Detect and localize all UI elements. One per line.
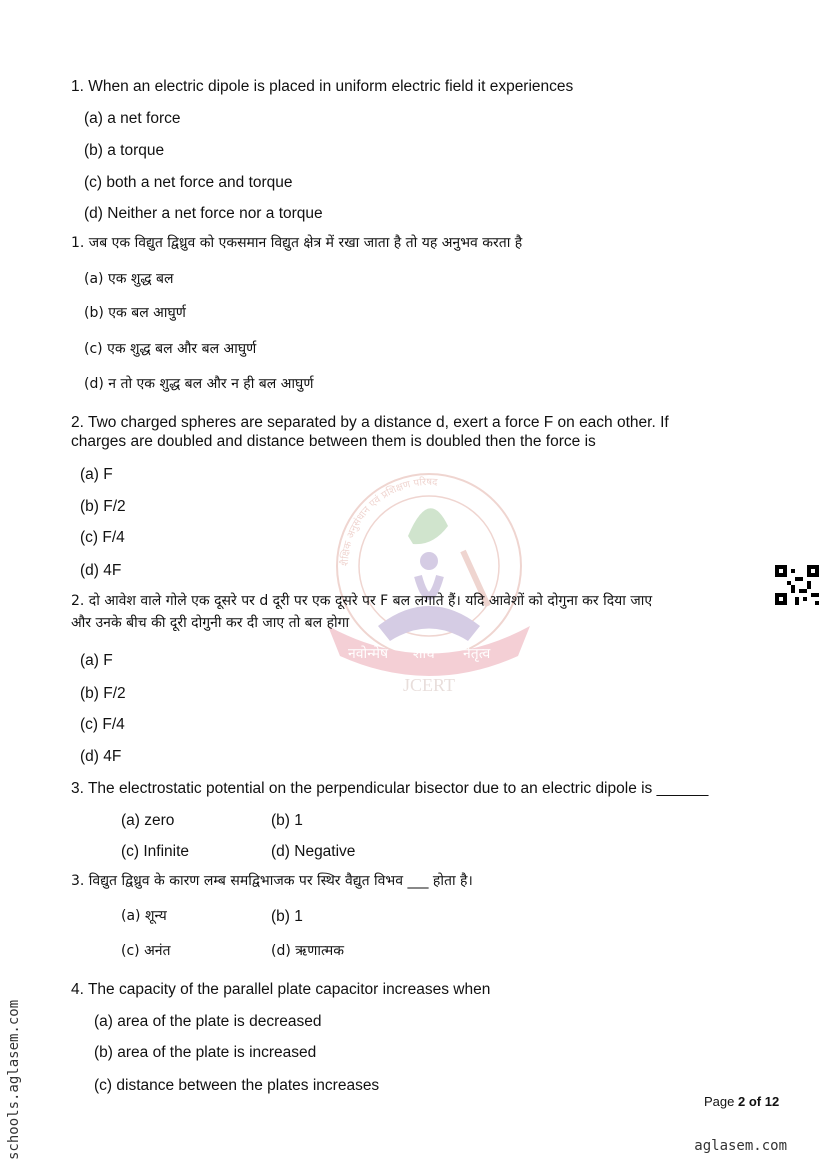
watermark-org: JCERT <box>403 675 455 695</box>
q3-en-option-b: (b) 1 <box>271 812 303 829</box>
q1-en-option-c: (c) both a net force and torque <box>84 174 293 191</box>
q3-hi-option-a: (a) शून्य <box>121 908 167 924</box>
footer-url[interactable]: aglasem.com <box>694 1138 787 1154</box>
watermark-motto-2: शोध <box>413 646 435 662</box>
q2-en-option-d: (d) 4F <box>80 562 122 579</box>
q3-hi-option-d: (d) ऋणात्मक <box>271 943 345 959</box>
q2-hi-option-a: (a) F <box>80 652 113 669</box>
q1-en-option-d: (d) Neither a net force nor a torque <box>84 205 323 222</box>
q3-hi-option-b: (b) 1 <box>271 908 303 925</box>
watermark-arc-text: शैक्षिक अनुसंधान एवं प्रशिक्षण परिषद <box>339 476 438 567</box>
watermark-motto-3: नेतृत्व <box>463 646 491 662</box>
q3-en-option-c: (c) Infinite <box>121 843 190 860</box>
q1-hi-option-b: (b) एक बल आघुर्ण <box>84 305 186 321</box>
jcert-watermark-logo <box>318 466 540 696</box>
q2-hi-question-line1: 2. दो आवेश वाले गोले एक दूसरे पर d दूरी पर एक दूसरे पर F बल लगाते हैं। यदि आवेशों को दोगुना कर दिया जाए <box>71 593 653 609</box>
q1-hi-question: 1. जब एक विद्युत द्विध्रुव को एकसमान विद्युत क्षेत्र में रखा जाता है तो यह अनुभव करता है <box>71 235 523 251</box>
q2-hi-option-b: (b) F/2 <box>80 685 126 702</box>
page-total: 12 <box>764 1094 780 1109</box>
q1-en-question: 1. When an electric dipole is placed in uniform electric field it experiences <box>71 78 574 95</box>
q4-en-option-c: (c) distance between the plates increases <box>94 1077 380 1094</box>
watermark-motto-1: नवोन्मेष <box>348 646 389 662</box>
q2-en-option-b: (b) F/2 <box>80 498 126 515</box>
q2-hi-option-c: (c) F/4 <box>80 716 125 733</box>
q2-hi-question-line2: और उनके बीच की दूरी दोगुनी कर दी जाए तो बल होगा <box>71 615 350 631</box>
page-label: Page <box>704 1094 735 1109</box>
q2-en-question-line2: charges are doubled and distance between them is doubled then the force is <box>71 433 596 450</box>
q3-en-option-d: (d) Negative <box>271 843 356 860</box>
q3-hi-option-c: (c) अनंत <box>121 943 171 959</box>
q1-hi-option-c: (c) एक शुद्ध बल और बल आघुर्ण <box>84 341 257 357</box>
q4-en-option-a: (a) area of the plate is decreased <box>94 1013 322 1030</box>
q3-hi-question: 3. विद्युत द्विध्रुव के कारण लम्ब समद्विभाजक पर स्थिर वैद्युत विभव ___ होता है। <box>71 873 473 889</box>
q2-en-option-c: (c) F/4 <box>80 529 125 546</box>
q1-en-option-a: (a) a net force <box>84 110 181 127</box>
q1-hi-option-a: (a) एक शुद्ध बल <box>84 271 174 287</box>
page-number <box>704 1094 779 1109</box>
q3-en-question: 3. The electrostatic potential on the perpendicular bisector due to an electric dipole is ______ <box>71 780 709 797</box>
side-url[interactable]: schools.aglasem.com <box>6 999 22 1160</box>
page-current: 2 <box>738 1094 746 1109</box>
q4-en-option-b: (b) area of the plate is increased <box>94 1044 317 1061</box>
q1-en-option-b: (b) a torque <box>84 142 165 159</box>
q1-hi-option-d: (d) न तो एक शुद्ध बल और न ही बल आघुर्ण <box>84 376 314 392</box>
q2-en-question-line1: 2. Two charged spheres are separated by a distance d, exert a force F on each other. If <box>71 414 669 431</box>
q3-en-option-a: (a) zero <box>121 812 175 829</box>
qr-code-icon[interactable] <box>775 565 819 605</box>
page-of: of <box>748 1094 762 1109</box>
q2-en-option-a: (a) F <box>80 466 113 483</box>
q2-hi-option-d: (d) 4F <box>80 748 122 765</box>
q4-en-question: 4. The capacity of the parallel plate capacitor increases when <box>71 981 491 998</box>
